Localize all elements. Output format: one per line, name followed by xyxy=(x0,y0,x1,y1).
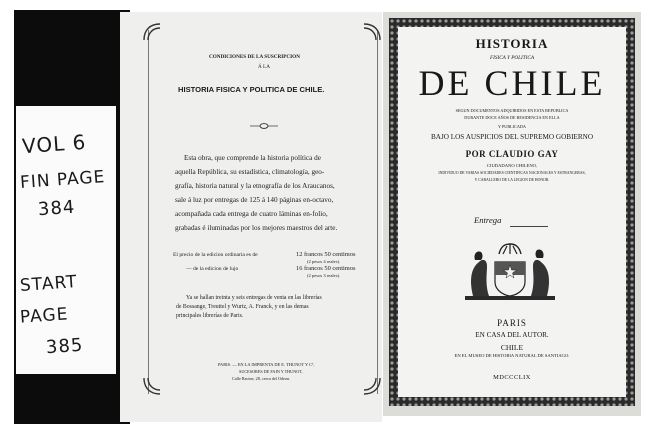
note-fin-page: FIN PAGE xyxy=(19,167,106,193)
note-start: START xyxy=(19,272,79,296)
corner-ornament-icon xyxy=(362,376,382,396)
price-ordinary-note: (2 pesos 4 reales). xyxy=(307,259,341,264)
place-chile: CHILE xyxy=(500,343,524,352)
intro-line-4: sale á luz por entregas de 125 á 140 páginas en-octavo, xyxy=(175,196,334,204)
price-luxury-value: 16 francos 50 centimos xyxy=(296,265,356,272)
note-start-number: 385 xyxy=(45,334,85,359)
intro-line-6: grabadas é iluminadas por los mejores maestros del arte. xyxy=(175,224,338,232)
subscription-heading: CONDICIONES DE LA SUSCRIPCION xyxy=(209,54,300,60)
title-de-chile: DE CHILE xyxy=(418,63,606,103)
author-line: POR CLAUDIO GAY xyxy=(465,149,559,159)
intro-line-3: grafía, historia natural y la etnografía de los Araucanos, xyxy=(175,182,335,190)
title-historia: HISTORIA xyxy=(475,36,549,51)
membership-line-2: Y CABALLERO DE LA LEGION DE HONOR. xyxy=(474,178,550,182)
place-casa: EN CASA DEL AUTOR. xyxy=(475,331,549,339)
note-page: PAGE xyxy=(19,304,70,328)
citizen-line: CIUDADANO CHILENO, xyxy=(486,163,538,168)
subtitle-line-3: Y PUBLICADA xyxy=(498,124,526,129)
coat-of-arms-icon xyxy=(465,240,555,304)
price-ordinary-value: 12 francos 50 centimos xyxy=(296,251,356,258)
intro-line-2: aquella República, su estadística, climatología, geo- xyxy=(175,168,325,176)
intro-line-5: acompañada cada entrega de cuatro láminas en-folio, xyxy=(175,210,328,218)
place-paris: PARIS xyxy=(497,318,527,328)
corner-ornament-icon xyxy=(142,22,162,42)
membership-line-1: INDIVIDUO DE VARIAS SOCIEDADES CIENTIFICAS NACIONALES Y ESTRANGERAS, xyxy=(438,171,586,175)
price-luxury-label: — de la edicion de lujo xyxy=(186,266,239,272)
entrega-label: Entrega xyxy=(474,215,502,225)
intro-line-1: Esta obra, que comprende la historia política de xyxy=(184,154,321,162)
corner-ornament-icon xyxy=(362,22,382,42)
imprint-line-1: PARIS. — EN LA IMPRENTA DE E. THUNOT Y Cª, xyxy=(218,362,315,367)
note-fin-number: 384 xyxy=(37,196,77,221)
title-fisica: FISICA Y POLITICA xyxy=(490,55,534,61)
subtitle-line-1: SEGUN DOCUMENTOS ADQUIRIDOS EN ESTA REPUBLICA xyxy=(455,108,569,113)
imprint-line-3: Calle Racine, 28, cerca del Odeon. xyxy=(232,376,291,381)
note-volume: VOL 6 xyxy=(21,129,88,159)
auspices-line: BAJO LOS AUSPICIOS DEL SUPREMO GOBIERNO xyxy=(430,133,594,141)
museo-line: EN EL MUSEO DE HISTORIA NATURAL DE SANTIAGO. xyxy=(454,353,570,358)
price-luxury-note: (2 pesos 3 reales). xyxy=(307,273,341,278)
handwritten-note-card xyxy=(16,106,116,374)
subtitle-line-2: DURANTE DOCE AÑOS DE RESIDENCIA EN ELLA xyxy=(464,115,560,120)
imprint-line-2: SUCESORES DE FAIN Y THUNOT, xyxy=(239,369,303,374)
corner-ornament-icon xyxy=(142,376,162,396)
sales-line-2: de Bossange, Treuttel y Wurtz, A. Franck, y en las demas xyxy=(176,304,309,310)
entrega-number-line xyxy=(510,226,548,227)
subscription-title: HISTORIA FISICA Y POLITICA DE CHILE. xyxy=(178,85,325,94)
price-ordinary-label: El precio de la edicion ordinaria es de xyxy=(173,252,258,258)
publication-year: MDCCCLIX xyxy=(493,374,531,381)
sales-line-3: principales librerías de Paris. xyxy=(176,313,244,319)
sales-line-1: Ya se hallan treinta y seis entregas de venta en las librerías xyxy=(186,295,322,301)
subscription-heading-a-la: Á LA xyxy=(258,64,270,70)
divider-ornament-icon xyxy=(250,122,278,130)
